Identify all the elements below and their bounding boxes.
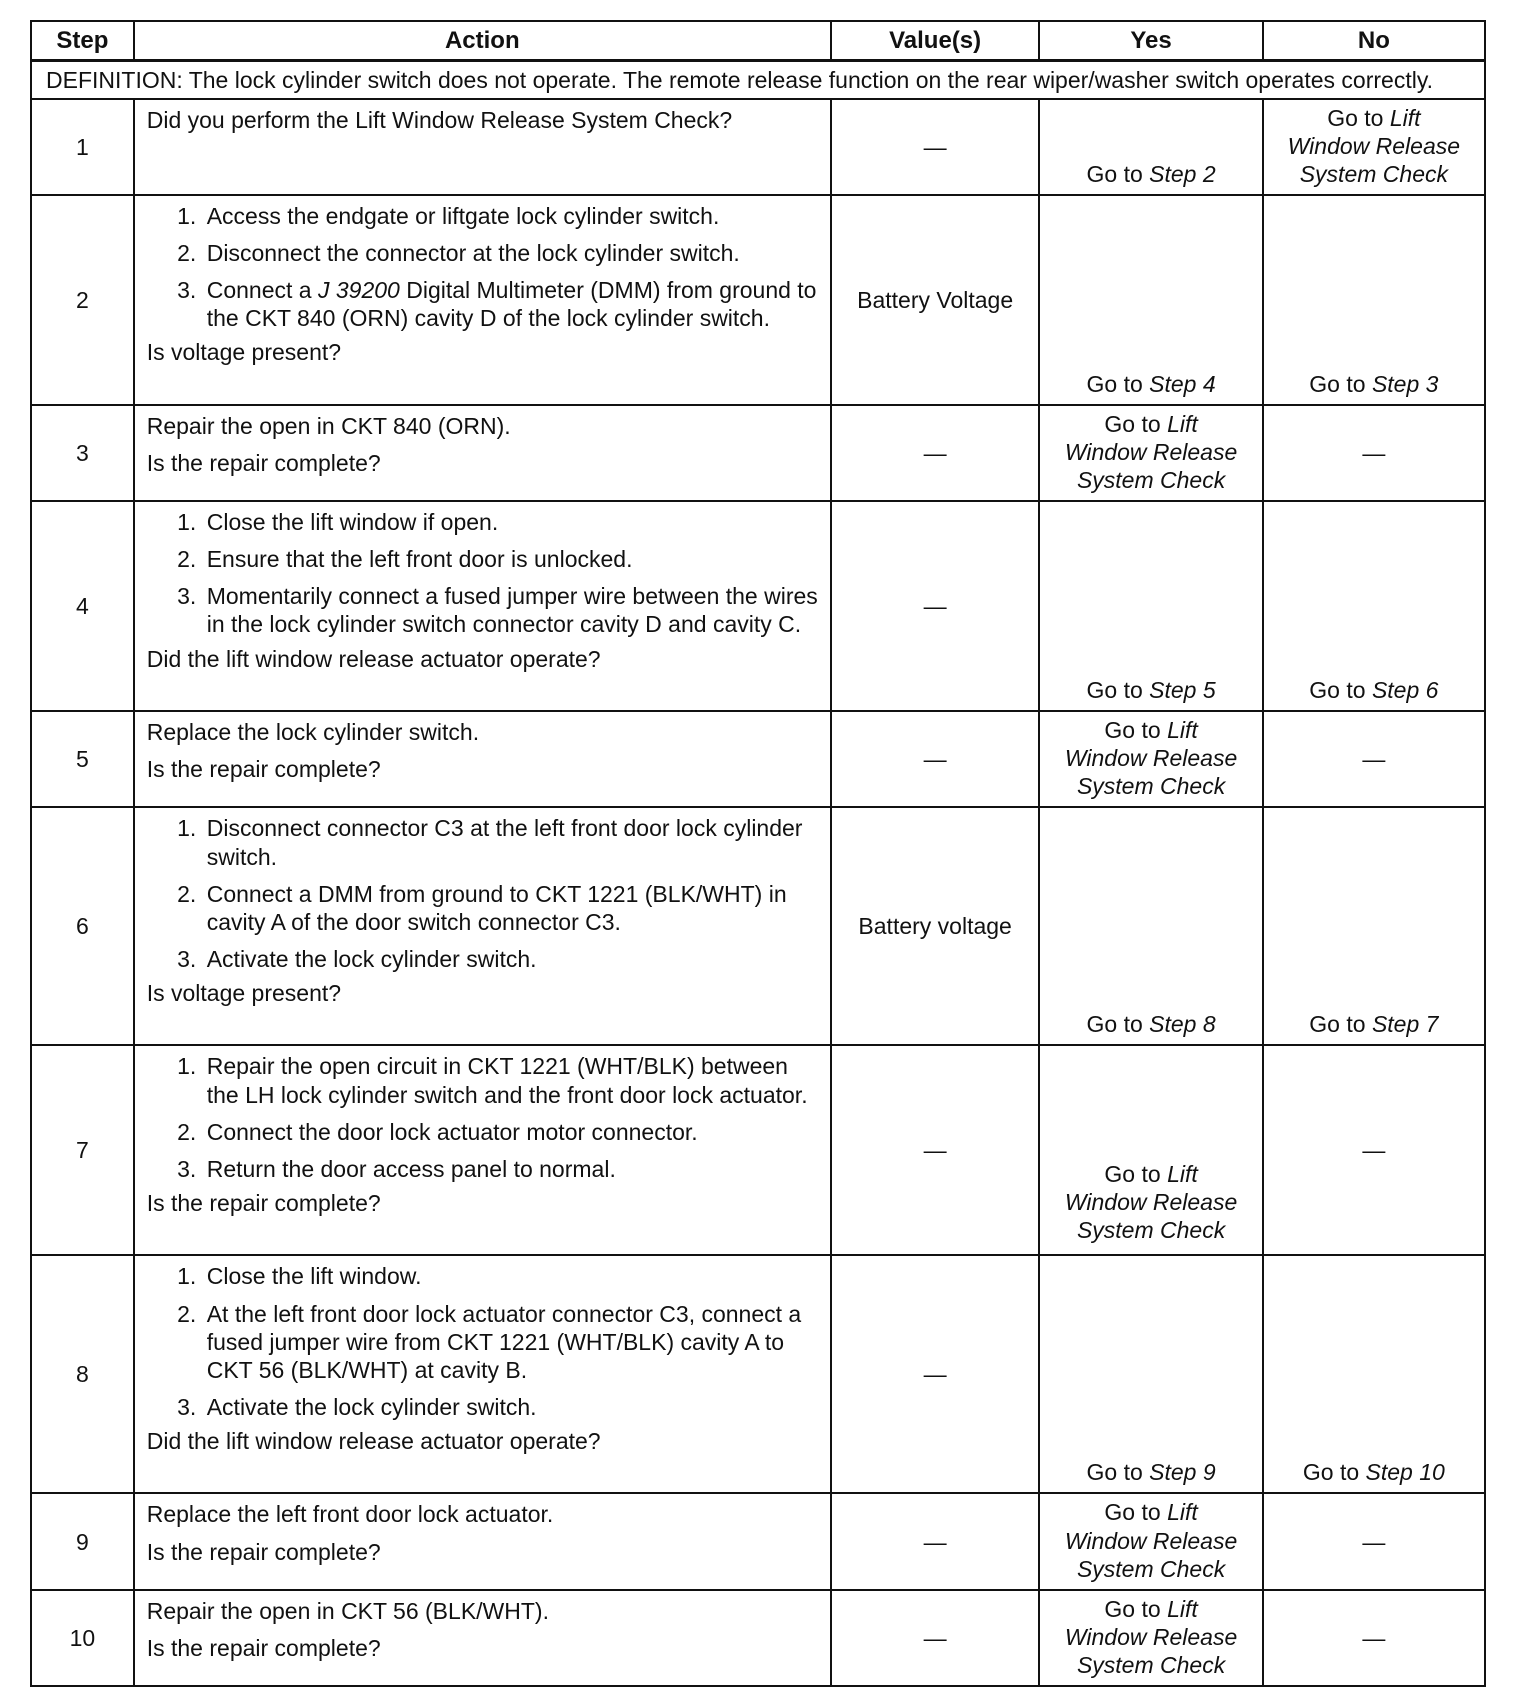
table-row — [31, 711, 1485, 807]
step-number: 4 — [31, 501, 134, 711]
no-cell: — — [1263, 405, 1485, 501]
action-cell — [134, 1255, 831, 1493]
yes-cell — [1039, 711, 1262, 807]
action-question: Did the lift window release actuator operate? — [146, 1427, 601, 1454]
yes-cell — [1039, 1590, 1262, 1686]
action-question: Did the lift window release actuator operate? — [146, 645, 601, 672]
action-item: 1. Repair the open circuit in CKT 1221 (WHT/BLK) between the LH lock cylinder switch and the front door lock actuator. — [203, 1052, 818, 1108]
yes-link[interactable]: System Check — [1076, 1217, 1226, 1244]
value-cell: — — [831, 405, 1040, 501]
header-values: Value(s) — [831, 21, 1040, 61]
action-cell — [134, 501, 831, 711]
action-question: Is the repair complete? — [146, 1538, 381, 1565]
yes-link[interactable]: Step 5 — [1149, 677, 1216, 704]
value-cell: Battery voltage — [831, 807, 1040, 1045]
yes-cell — [1039, 807, 1262, 1045]
no-cell: — — [1263, 711, 1485, 807]
action-item: 3. Momentarily connect a fused jumper wire between the wires in the lock cylinder switch connector cavity D and cavity C. — [203, 582, 818, 638]
step-number: 3 — [31, 405, 134, 501]
goto-prefix: Go to — [1086, 161, 1150, 188]
action-item: 2. Disconnect the connector at the lock cylinder switch. — [203, 239, 818, 267]
value-cell: — — [831, 1045, 1040, 1255]
no-link[interactable]: Window Release — [1287, 133, 1461, 160]
yes-link[interactable]: Window Release — [1064, 745, 1238, 772]
step-number: 1 — [31, 99, 134, 195]
value-cell: — — [831, 99, 1040, 195]
goto-prefix: Go to — [1104, 1595, 1168, 1622]
no-link[interactable]: Step 6 — [1371, 677, 1439, 704]
action-cell — [134, 1493, 831, 1589]
table-row — [31, 1045, 1485, 1255]
action-item: 2. Ensure that the left front door is unlocked. — [203, 545, 818, 573]
action-cell — [134, 711, 831, 807]
action-question: Is the repair complete? — [146, 1189, 381, 1216]
action-intro: Repair the open in CKT 840 (ORN). — [146, 413, 511, 440]
value-cell: — — [831, 711, 1040, 807]
table-row — [31, 1255, 1485, 1493]
action-cell — [134, 1590, 831, 1686]
action-item: 1. Access the endgate or liftgate lock cylinder switch. — [203, 202, 818, 230]
goto-prefix: Go to — [1104, 411, 1168, 438]
action-intro: Replace the left front door lock actuator. — [146, 1501, 554, 1528]
step-number: 8 — [31, 1255, 134, 1493]
goto-prefix: Go to — [1086, 1459, 1150, 1486]
yes-cell — [1039, 195, 1262, 405]
value-cell: — — [831, 1255, 1040, 1493]
action-list — [147, 508, 818, 638]
action-question: Did you perform the Lift Window Release System Check? — [146, 107, 733, 134]
no-cell — [1263, 195, 1485, 405]
goto-prefix: Go to — [1086, 677, 1150, 704]
action-cell — [134, 195, 831, 405]
goto-prefix: Go to — [1309, 371, 1372, 398]
action-question: Is the repair complete? — [146, 450, 381, 477]
no-cell — [1263, 1255, 1485, 1493]
yes-link[interactable]: Step 8 — [1149, 1011, 1216, 1038]
step-number: 9 — [31, 1493, 134, 1589]
action-list — [147, 814, 818, 972]
no-cell: — — [1263, 1493, 1485, 1589]
goto-prefix: Go to — [1327, 105, 1390, 132]
no-cell: — — [1263, 1590, 1485, 1686]
action-item: 2. Connect the door lock actuator motor connector. — [203, 1118, 818, 1146]
step-number: 10 — [31, 1590, 134, 1686]
action-cell — [134, 405, 831, 501]
action-item: 1. Close the lift window. — [203, 1262, 818, 1290]
action-question: Is voltage present? — [146, 339, 342, 366]
goto-prefix: Go to — [1104, 1161, 1168, 1188]
table-row — [31, 405, 1485, 501]
header-step: Step — [31, 21, 134, 61]
no-cell — [1263, 99, 1485, 195]
yes-link[interactable]: Step 4 — [1149, 371, 1216, 398]
action-list — [147, 202, 818, 332]
goto-prefix: Go to — [1309, 1011, 1372, 1038]
table-row — [31, 1590, 1485, 1686]
yes-cell — [1039, 1493, 1262, 1589]
action-list — [147, 1052, 818, 1182]
action-question: Is the repair complete? — [146, 756, 381, 783]
yes-link[interactable]: Window Release — [1064, 1623, 1238, 1650]
no-link[interactable]: Lift — [1389, 105, 1421, 132]
table-row — [31, 807, 1485, 1045]
no-link[interactable]: Step 7 — [1371, 1011, 1439, 1038]
no-link[interactable]: Step 3 — [1371, 371, 1439, 398]
yes-link[interactable]: Lift — [1167, 717, 1198, 744]
no-cell: — — [1263, 1045, 1485, 1255]
table-row — [31, 99, 1485, 195]
yes-cell — [1039, 1255, 1262, 1493]
value-cell: Battery Voltage — [831, 195, 1040, 405]
action-item: 3. Return the door access panel to normal. — [203, 1155, 818, 1183]
value-cell: — — [831, 1590, 1040, 1686]
yes-cell — [1039, 405, 1262, 501]
table-row — [31, 501, 1485, 711]
yes-link[interactable]: Step 2 — [1149, 161, 1216, 188]
table-row — [31, 1493, 1485, 1589]
action-item: 3. Activate the lock cylinder switch. — [203, 1393, 818, 1421]
action-cell — [134, 99, 831, 195]
action-intro: Repair the open in CKT 56 (BLK/WHT). — [146, 1597, 549, 1624]
yes-link[interactable]: Lift — [1167, 1499, 1198, 1526]
yes-link[interactable]: System Check — [1076, 1651, 1226, 1678]
action-item: 3. Connect a J 39200 Digital Multimeter (DMM) from ground to the CKT 840 (ORN) cavity D of the lock cylinder switch. — [203, 276, 818, 332]
tool-name: J 39200 — [317, 277, 400, 304]
value-cell: — — [831, 1493, 1040, 1589]
yes-link[interactable]: Lift — [1167, 1595, 1198, 1622]
yes-link[interactable]: Lift — [1167, 411, 1198, 438]
goto-prefix: Go to — [1302, 1459, 1366, 1486]
no-link[interactable]: System Check — [1299, 161, 1448, 188]
definition-text: DEFINITION: The lock cylinder switch does not operate. The remote release function on the rear wiper/washer switch operates correctly. — [31, 61, 1485, 100]
header-no: No — [1263, 21, 1485, 61]
header-yes: Yes — [1039, 21, 1262, 61]
action-cell — [134, 807, 831, 1045]
action-question: Is voltage present? — [146, 979, 342, 1006]
yes-cell — [1039, 1045, 1262, 1255]
definition-row — [31, 61, 1485, 100]
yes-cell — [1039, 501, 1262, 711]
yes-link[interactable]: Lift — [1167, 1161, 1198, 1188]
action-cell — [134, 1045, 831, 1255]
step-number: 7 — [31, 1045, 134, 1255]
header-action: Action — [134, 21, 831, 61]
action-item: 2. Connect a DMM from ground to CKT 1221 (BLK/WHT) in cavity A of the door switch connector C3. — [203, 880, 818, 936]
action-item: 3. Activate the lock cylinder switch. — [203, 945, 818, 973]
yes-link[interactable]: System Check — [1076, 1555, 1226, 1582]
no-cell — [1263, 807, 1485, 1045]
yes-link[interactable]: System Check — [1076, 467, 1226, 494]
goto-prefix: Go to — [1086, 371, 1150, 398]
yes-link[interactable]: System Check — [1076, 773, 1226, 800]
yes-link[interactable]: Window Release — [1064, 439, 1238, 466]
diagnostic-table — [30, 20, 1486, 1687]
table-row — [31, 195, 1485, 405]
goto-prefix: Go to — [1104, 717, 1168, 744]
yes-link[interactable]: Step 9 — [1149, 1459, 1216, 1486]
action-intro: Replace the lock cylinder switch. — [146, 719, 480, 746]
no-cell — [1263, 501, 1485, 711]
action-question: Is the repair complete? — [146, 1634, 381, 1661]
yes-cell — [1039, 99, 1262, 195]
goto-prefix: Go to — [1104, 1499, 1168, 1526]
value-cell: — — [831, 501, 1040, 711]
action-item: 1. Disconnect connector C3 at the left front door lock cylinder switch. — [203, 814, 818, 870]
step-number: 2 — [31, 195, 134, 405]
goto-prefix: Go to — [1309, 677, 1372, 704]
header-row — [31, 21, 1485, 61]
yes-link[interactable]: Window Release — [1064, 1189, 1238, 1216]
action-item: 2. At the left front door lock actuator connector C3, connect a fused jumper wire from CKT 1221 (WHT/BLK) cavity A to CKT 56 (BLK/WHT) at cavity B. — [203, 1300, 818, 1384]
no-link[interactable]: Step 10 — [1365, 1459, 1445, 1486]
step-number: 5 — [31, 711, 134, 807]
step-number: 6 — [31, 807, 134, 1045]
action-list — [147, 1262, 818, 1420]
goto-prefix: Go to — [1086, 1011, 1150, 1038]
action-item: 1. Close the lift window if open. — [203, 508, 818, 536]
yes-link[interactable]: Window Release — [1064, 1527, 1238, 1554]
